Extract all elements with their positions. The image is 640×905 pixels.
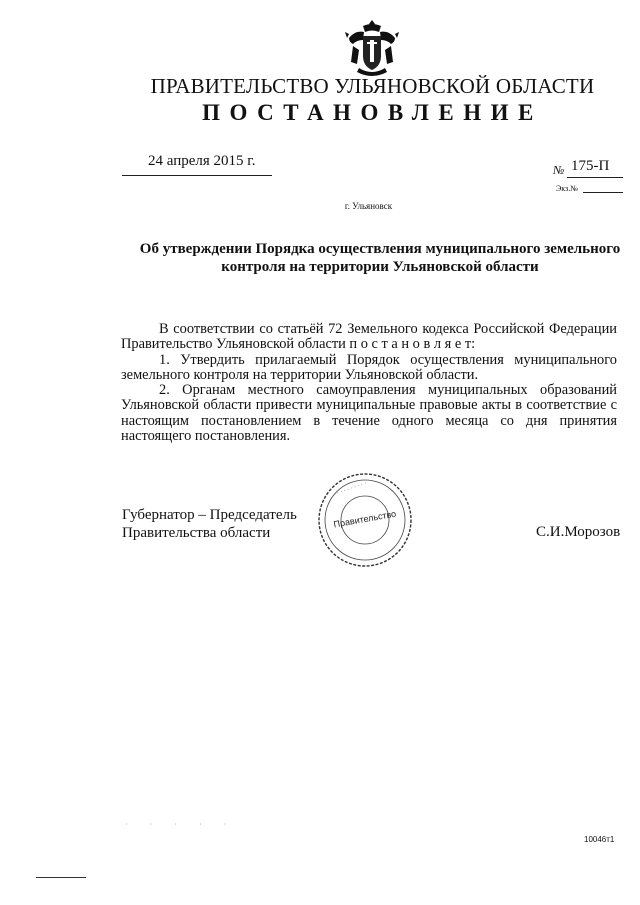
position-line-1: Губернатор – Председатель [122, 507, 297, 523]
date-underline [122, 175, 272, 176]
position-line-2: Правительства области [122, 525, 271, 541]
document-type: ПОСТАНОВЛЕНИЕ [202, 100, 543, 125]
copy-number-underline [583, 192, 623, 193]
copy-number-label: Экз.№ [556, 184, 578, 193]
number-label: № [553, 163, 565, 177]
document-title: Об утверждении Порядка осуществления муниципального земельного контроля на территории Ульяновской области [139, 241, 621, 275]
footer-code: 10046т1 [584, 835, 615, 844]
official-seal-icon [316, 471, 414, 569]
document-date: 24 апреля 2015 г. [148, 153, 256, 169]
document-number: 175-П [571, 158, 610, 174]
signatory-position [122, 506, 297, 542]
organization-name: ПРАВИТЕЛЬСТВО УЛЬЯНОВСКОЙ ОБЛАСТИ [150, 74, 595, 98]
item-2: 2. Органам местного самоуправления муниципальных образований Ульяновской области привести муниципальные правовые акты в соответствие с настоящим постановлением в течение одного месяца со дня принятия настоящего постановления. [121, 382, 617, 445]
signatory-name: С.И.Морозов [536, 524, 621, 540]
coat-of-arms-icon [341, 18, 403, 80]
scan-specks: ····· [125, 820, 249, 829]
seal-text: Правительство [332, 508, 397, 530]
bottom-rule [36, 877, 86, 878]
item-1: 1. Утвердить прилагаемый Порядок осуществления муниципального земельного контроля на территории Ульяновской области. [121, 351, 617, 383]
preamble: В соответствии со статьёй 72 Земельного кодекса Российской Федерации Правительство Ульяновской области п о с т а н о в л я е т: [121, 321, 617, 353]
document-body [121, 322, 617, 444]
svg-text:· · · · · · · · · ·: · · · · · · · · · · [332, 480, 368, 499]
number-underline [567, 177, 623, 178]
city: г. Ульяновск [344, 201, 393, 211]
